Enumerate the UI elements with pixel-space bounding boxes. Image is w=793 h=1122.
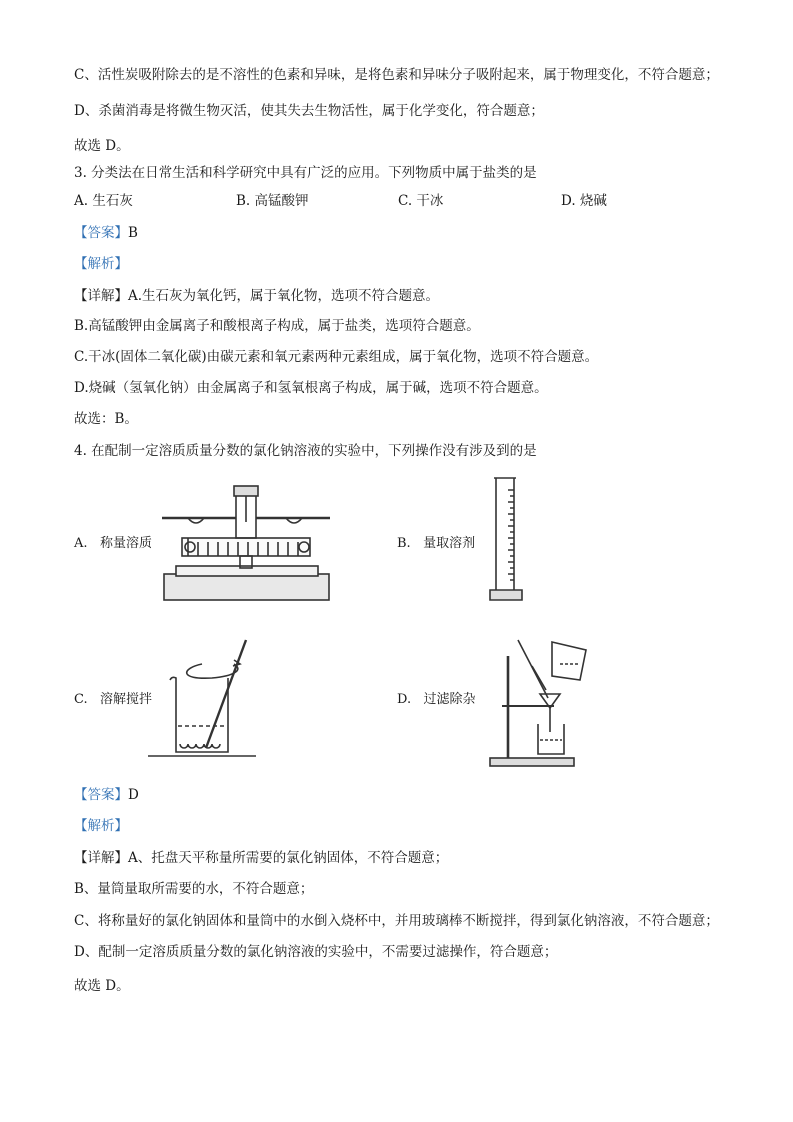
q3-detail-c: C.干冰(固体二氧化碳)由碳元素和氧元素两种元素组成，属于氧化物，选项不符合题意。 xyxy=(74,349,599,365)
figure-letter: D. xyxy=(397,692,412,707)
q4-detail-b: B、量筒量取所需要的水，不符合题意； xyxy=(74,881,314,897)
answer-value: D xyxy=(128,787,139,803)
q4-stem: 4. 在配制一定溶质质量分数的氯化钠溶液的实验中，下列操作没有涉及到的是 xyxy=(74,443,537,459)
q3-detail-d: D.烧碱（氢氧化钠）由金属离子和氢氧根离子构成，属于碱，选项不符合题意。 xyxy=(74,380,548,396)
figure-letter: B. xyxy=(397,536,411,551)
filtration-apparatus-icon xyxy=(488,636,598,768)
q4-detail-a xyxy=(74,849,448,867)
q4-figure-c-label xyxy=(74,688,152,707)
answer-tag: 【答案】 xyxy=(74,225,128,241)
q3-option-a: A. 生石灰 xyxy=(74,193,133,209)
prev-analysis-d: D、杀菌消毒是将微生物灭活，使其失去生物活性，属于化学变化，符合题意； xyxy=(74,103,544,119)
figure-caption: 过滤除杂 xyxy=(423,692,476,707)
beaker-stirring-icon xyxy=(148,636,258,762)
figure-caption: 称量溶质 xyxy=(99,536,152,551)
q3-conclusion: 故选：B。 xyxy=(74,411,138,427)
q3-stem: 3. 分类法在日常生活和科学研究中具有广泛的应用。下列物质中属于盐类的是 xyxy=(74,165,537,181)
q3-option-d: D. 烧碱 xyxy=(561,193,607,209)
prev-analysis-c: C、活性炭吸附除去的是不溶性的色素和异味，是将色素和异味分子吸附起来，属于物理变化，不符合题意； xyxy=(74,67,719,83)
q3-detail-b: B.高锰酸钾由金属离子和酸根离子构成，属于盐类，选项符合题意。 xyxy=(74,318,480,334)
answer-tag: 【答案】 xyxy=(74,787,128,803)
q3-answer xyxy=(74,224,138,242)
q4-analysis-tag: 【解析】 xyxy=(74,818,128,834)
q3-detail-a xyxy=(74,287,439,305)
figure-caption: 溶解搅拌 xyxy=(100,692,153,707)
figure-letter: C. xyxy=(74,692,88,707)
graduated-cylinder-icon xyxy=(486,476,526,606)
detail-text: A、托盘天平称量所需要的氯化钠固体，不符合题意； xyxy=(128,850,449,866)
detail-tag: 【详解】 xyxy=(74,850,128,866)
answer-value: B xyxy=(128,225,138,241)
q4-figure-d-label xyxy=(397,688,476,707)
q3-analysis-tag: 【解析】 xyxy=(74,256,128,272)
q4-detail-d: D、配制一定溶质质量分数的氯化钠溶液的实验中，不需要过滤操作，符合题意； xyxy=(74,944,558,960)
q3-option-c: C. 干冰 xyxy=(398,193,444,209)
q3-option-b: B. 高锰酸钾 xyxy=(236,193,309,209)
q4-conclusion: 故选 D。 xyxy=(74,978,130,994)
figure-caption: 量取溶剂 xyxy=(423,536,476,551)
q4-figure-b-label xyxy=(397,532,475,551)
detail-text: A.生石灰为氧化钙，属于氧化物，选项不符合题意。 xyxy=(128,288,440,304)
detail-tag: 【详解】 xyxy=(74,288,128,304)
figure-letter: A. xyxy=(74,536,88,551)
prev-conclusion: 故选 D。 xyxy=(74,138,130,154)
balance-scale-icon xyxy=(158,482,333,604)
q4-figure-a-label xyxy=(74,532,152,551)
q4-detail-c: C、将称量好的氯化钠固体和量筒中的水倒入烧杯中，并用玻璃棒不断搅拌，得到氯化钠溶液，不符合题意； xyxy=(74,913,719,929)
q4-answer xyxy=(74,786,139,804)
